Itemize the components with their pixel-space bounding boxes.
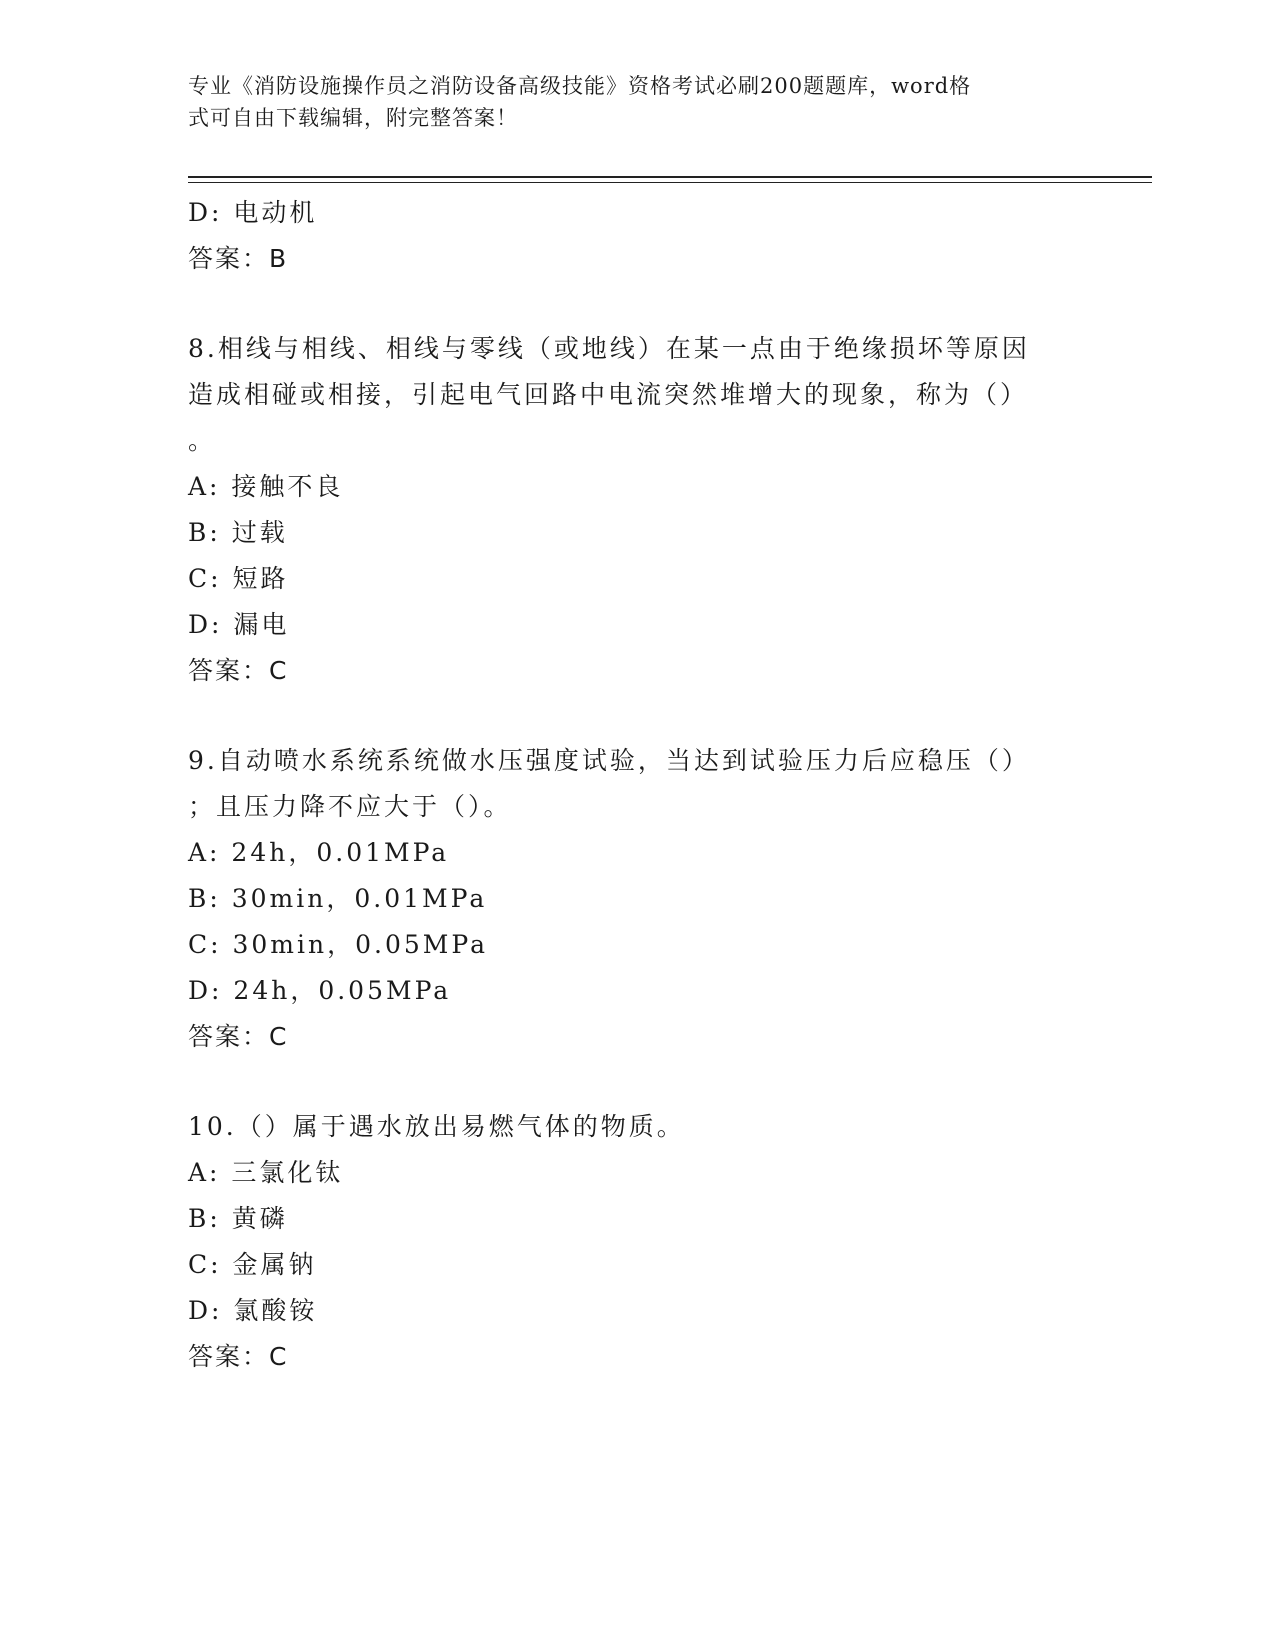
question-text-line: 造成相碰或相接，引起电气回路中电流突然堆增大的现象，称为（） (188, 380, 1029, 409)
option-c: C: 30min，0.05MPa (188, 930, 488, 959)
question-content (188, 190, 1088, 1380)
answer-line: 答案：B (188, 244, 289, 273)
option-a: A: 三氯化钛 (188, 1158, 344, 1187)
answer-line: 答案：C (188, 656, 289, 685)
header-divider-thin (188, 182, 1152, 183)
option-d: D: 氯酸铵 (188, 1296, 318, 1325)
question-text-line: 。 (188, 426, 217, 455)
option-a: A: 接触不良 (188, 472, 344, 501)
option-d: D: 24h，0.05MPa (188, 976, 452, 1005)
option-d: D: 电动机 (188, 198, 318, 227)
question-text-line: ；且压力降不应大于（）。 (188, 792, 512, 821)
question-9 (188, 738, 1088, 1060)
question-text-line: 9.自动喷水系统系统做水压强度试验，当达到试验压力后应稳压（） (188, 746, 1030, 775)
question-8 (188, 326, 1088, 694)
question-10 (188, 1104, 1088, 1380)
page-header (188, 70, 1068, 134)
header-divider-thick (188, 176, 1152, 178)
answer-line: 答案：C (188, 1022, 289, 1051)
header-line-1: 专业《消防设施操作员之消防设备高级技能》资格考试必刷200题题库，word格 (188, 74, 972, 98)
question-text-line: 8.相线与相线、相线与零线（或地线）在某一点由于绝缘损坏等原因 (188, 334, 1030, 363)
option-b: B: 黄磷 (188, 1204, 288, 1233)
option-c: C: 短路 (188, 564, 289, 593)
option-c: C: 金属钠 (188, 1250, 317, 1279)
option-d: D: 漏电 (188, 610, 290, 639)
option-b: B: 过载 (188, 518, 288, 547)
option-a: A: 24h，0.01MPa (188, 838, 450, 867)
question-text-line: 10.（）属于遇水放出易燃气体的物质。 (188, 1112, 685, 1141)
prev-question-block (188, 190, 1088, 282)
header-line-2: 式可自由下载编辑，附完整答案！ (188, 106, 518, 130)
answer-line: 答案：C (188, 1342, 289, 1371)
option-b: B: 30min，0.01MPa (188, 884, 488, 913)
